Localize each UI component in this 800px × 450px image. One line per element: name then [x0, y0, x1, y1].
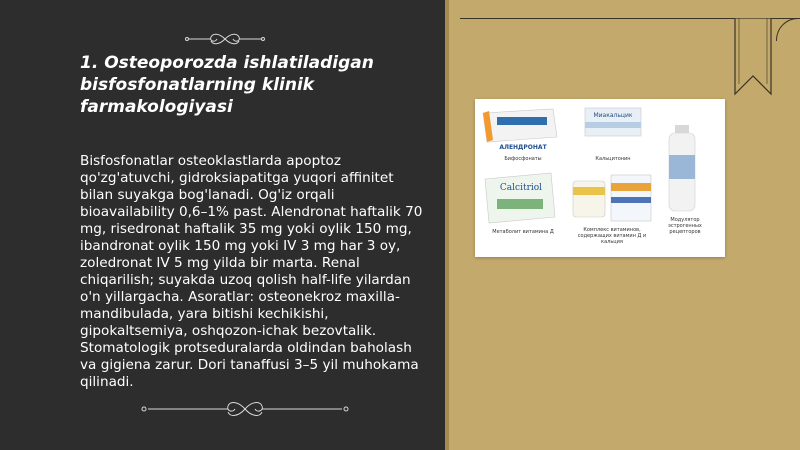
box-alendronat-label: АЛЕНДРОНАТ [499, 144, 547, 151]
bookmark-ribbon-icon [733, 18, 773, 98]
box-miacalcic-label: Миакальцик [593, 112, 633, 119]
caption-calcium-vitamin-complex: Комплекс витаминов, содержащих витамин Д и кальция [577, 227, 647, 245]
caption-estrogen-modulator: Модулятор эстрогенных рецепторов [668, 217, 702, 235]
caption-calcitonin: Кальцитонин [595, 156, 631, 162]
caption-vitamin-d-metabolite: Метаболит витамина Д [492, 229, 554, 235]
box-calcitriol-label: Calcitriol [499, 183, 543, 193]
slide-title: 1. Osteoporozda ishlatiladigan bisfosfonatlarning klinik farmakologiyasi [80, 53, 374, 117]
slide-body-text: Bisfosfonatlar osteoklastlarda apoptoz qo'zg'atuvchi, gidroksiapatitga yuqori affinitet bilan suyakga bog'lanadi. Og'iz orqali bioavailability 0,6–1% past. Alendronat haftalik 70 mg, risedronat haftalik 35 mg yoki oylik 150 mg, ibandronat oylik 150 mg yoki IV 3 mg har 3 oy, zoledronat IV 5 mg yilda bir marta. Renal chiqarilish; suyakda uzoq qolish half-life yilardan o'n yillargacha. Asoratlar: osteonekroz maxilla-mandibulada, yara bitishi kechikishi, gipokaltsemiya, oshqozon-ichak bezovtalik. Stomatologik protseduralarda oldindan baholash va gigiena zarur. Dori tanaffusi 3–5 yil muhokama qilinadi. [80, 153, 423, 390]
top-ornament-icon [185, 31, 265, 47]
bottom-ornament-icon [140, 398, 350, 420]
medications-image [475, 99, 725, 257]
caption-bisphosphonates: Бифосфонаты [504, 156, 542, 162]
